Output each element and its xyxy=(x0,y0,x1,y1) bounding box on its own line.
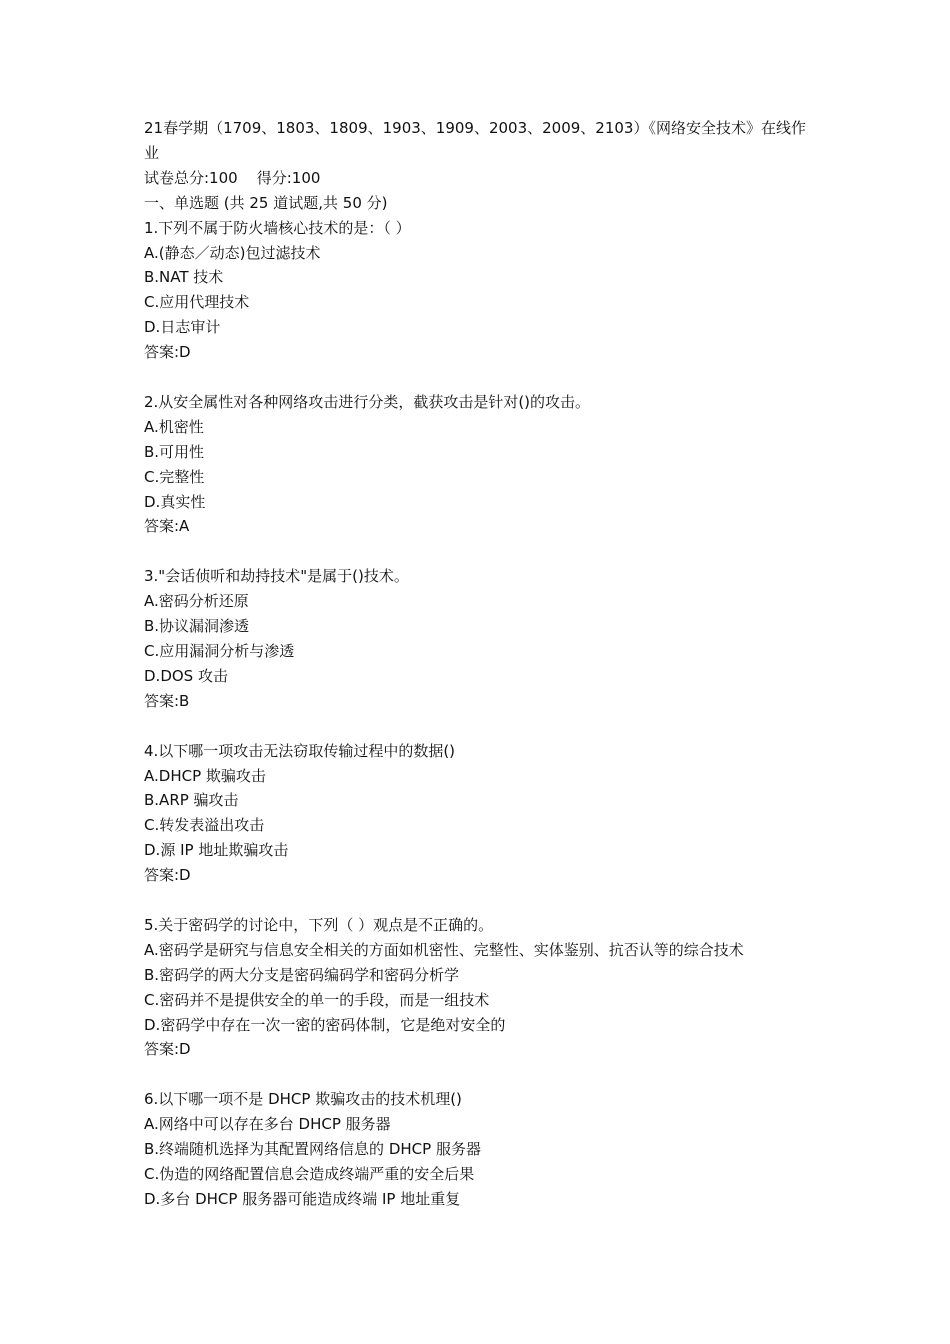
question-2 xyxy=(144,390,814,539)
option-a: A.密码分析还原 xyxy=(144,592,249,611)
spacer xyxy=(144,888,814,913)
score-line: 试卷总分:100 得分:100 xyxy=(144,168,321,187)
option-c: C.完整性 xyxy=(144,467,205,486)
question-stem: 5.关于密码学的讨论中，下列（ ）观点是不正确的。 xyxy=(144,915,494,934)
option-b: B.ARP 骗攻击 xyxy=(144,791,239,810)
option-c: C.伪造的网络配置信息会造成终端严重的安全后果 xyxy=(144,1164,475,1183)
option-a: A.DHCP 欺骗攻击 xyxy=(144,766,266,785)
document-title: 21春学期（1709、1803、1809、1903、1909、2003、2009、2103）《网络安全技术》在线作业 xyxy=(144,119,806,162)
question-5 xyxy=(144,913,814,1062)
option-b: B.密码学的两大分支是密码编码学和密码分析学 xyxy=(144,965,460,984)
option-c: C.密码并不是提供安全的单一的手段，而是一组技术 xyxy=(144,990,490,1009)
option-d: D.密码学中存在一次一密的密码体制，它是绝对安全的 xyxy=(144,1015,506,1034)
option-a: A.(静态／动态)包过滤技术 xyxy=(144,243,321,262)
option-c: C.应用漏洞分析与渗透 xyxy=(144,642,295,660)
option-b: B.NAT 技术 xyxy=(144,268,224,287)
question-stem: 4.以下哪一项攻击无法窃取传输过程中的数据() xyxy=(144,741,456,760)
spacer xyxy=(144,1062,814,1087)
question-3 xyxy=(144,564,814,713)
question-1 xyxy=(144,216,814,365)
section-heading: 一、单选题 (共 25 道试题,共 50 分) xyxy=(144,193,388,212)
option-d: D.DOS 攻击 xyxy=(144,666,228,685)
option-a: A.机密性 xyxy=(144,417,204,436)
answer-line: 答案:B xyxy=(144,691,190,710)
option-d: D.源 IP 地址欺骗攻击 xyxy=(144,841,289,860)
option-d: D.真实性 xyxy=(144,492,206,511)
question-6 xyxy=(144,1087,814,1212)
answer-line: 答案:D xyxy=(144,343,191,362)
answer-line: 答案:D xyxy=(144,866,191,885)
option-a: A.密码学是研究与信息安全相关的方面如机密性、完整性、实体鉴别、抗否认等的综合技术 xyxy=(144,940,744,959)
spacer xyxy=(144,714,814,739)
option-d: D.日志审计 xyxy=(144,318,221,337)
option-d: D.多台 DHCP 服务器可能造成终端 IP 地址重复 xyxy=(144,1189,461,1208)
question-stem: 3."会话侦听和劫持技术"是属于()技术。 xyxy=(144,567,409,586)
option-b: B.协议漏洞渗透 xyxy=(144,617,250,636)
option-c: C.转发表溢出攻击 xyxy=(144,816,265,835)
option-c: C.应用代理技术 xyxy=(144,293,250,312)
question-stem: 1.下列不属于防火墙核心技术的是：（ ） xyxy=(144,218,411,237)
option-b: B.可用性 xyxy=(144,442,205,461)
answer-line: 答案:D xyxy=(144,1040,191,1059)
spacer xyxy=(144,365,814,390)
question-stem: 2.从安全属性对各种网络攻击进行分类，截获攻击是针对()的攻击。 xyxy=(144,392,591,411)
option-a: A.网络中可以存在多台 DHCP 服务器 xyxy=(144,1115,391,1134)
answer-line: 答案:A xyxy=(144,517,190,536)
option-b: B.终端随机选择为其配置网络信息的 DHCP 服务器 xyxy=(144,1140,481,1159)
question-stem: 6.以下哪一项不是 DHCP 欺骗攻击的技术机理() xyxy=(144,1090,462,1109)
spacer xyxy=(144,539,814,564)
question-4 xyxy=(144,739,814,888)
document-page xyxy=(144,116,814,1212)
